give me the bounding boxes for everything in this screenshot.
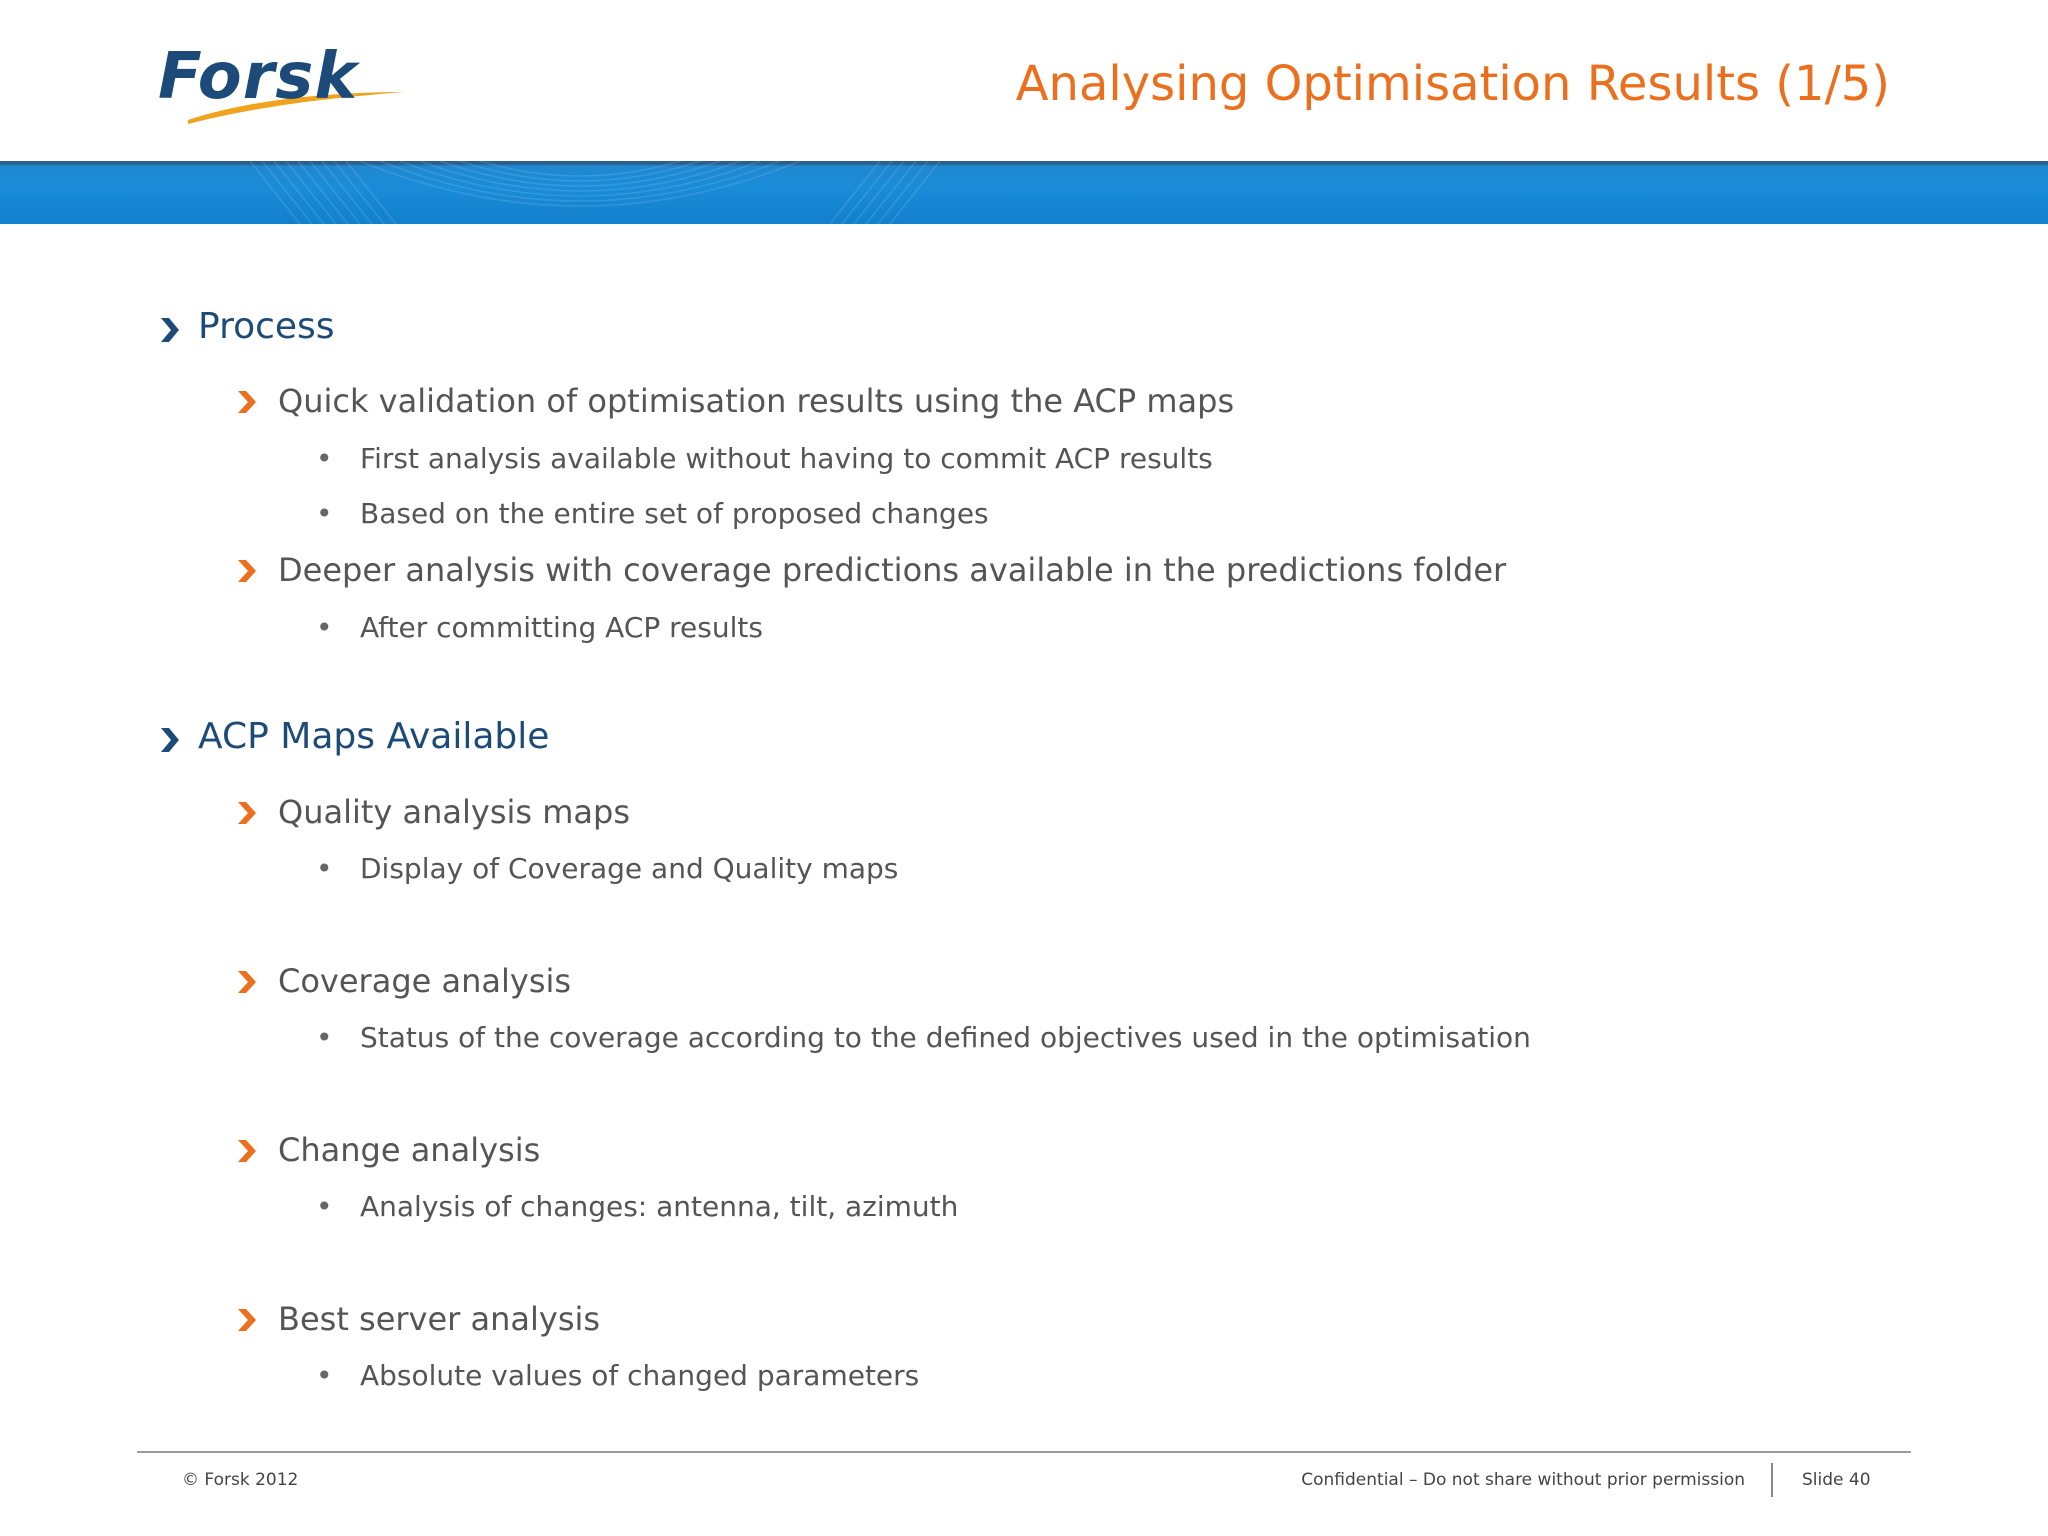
footer-divider [137, 1451, 1911, 1453]
chevron-right-icon [236, 1139, 258, 1163]
list-item-text: Coverage analysis [278, 962, 572, 1000]
sub-list-item-text: Absolute values of changed parameters [360, 1359, 920, 1392]
chevron-right-icon [158, 726, 182, 754]
bullet-icon: • [316, 442, 333, 475]
chevron-right-icon [158, 316, 182, 344]
sub-list-item-text: Analysis of changes: antenna, tilt, azimuth [360, 1190, 959, 1223]
footer-confidential: Confidential – Do not share without prior permission [1301, 1470, 1745, 1490]
chevron-right-icon [236, 970, 258, 994]
bullet-icon: • [316, 1190, 333, 1223]
logo-text: Forsk [158, 40, 358, 114]
banner-pattern [0, 161, 2048, 224]
sub-list-item-text: Status of the coverage according to the defined objectives used in the optimisation [360, 1021, 1531, 1054]
sub-list-item-text: Based on the entire set of proposed changes [360, 497, 989, 530]
section-heading-text: Process [198, 306, 335, 347]
section-heading-text: ACP Maps Available [198, 716, 550, 757]
forsk-logo [158, 40, 408, 130]
chevron-right-icon [236, 1308, 258, 1332]
slide-title: Analysing Optimisation Results (1/5) [1015, 56, 1890, 112]
list-item-text: Quick validation of optimisation results using the ACP maps [278, 382, 1235, 420]
chevron-right-icon [236, 390, 258, 414]
list-item-text: Deeper analysis with coverage predictions available in the predictions folder [278, 551, 1507, 589]
sub-list-item-text: Display of Coverage and Quality maps [360, 852, 899, 885]
bullet-icon: • [316, 611, 333, 644]
bullet-icon: • [316, 497, 333, 530]
list-item-text: Best server analysis [278, 1300, 601, 1338]
list-item-text: Change analysis [278, 1131, 541, 1169]
list-item-text: Quality analysis maps [278, 793, 631, 831]
footer-copyright: © Forsk 2012 [182, 1470, 299, 1490]
bullet-icon: • [316, 1021, 333, 1054]
bullet-icon: • [316, 1359, 333, 1392]
sub-list-item-text: First analysis available without having to commit ACP results [360, 442, 1213, 475]
chevron-right-icon [236, 559, 258, 583]
chevron-right-icon [236, 801, 258, 825]
bullet-icon: • [316, 852, 333, 885]
sub-list-item-text: After committing ACP results [360, 611, 763, 644]
header-banner [0, 161, 2048, 224]
footer-separator [1771, 1463, 1773, 1497]
footer-slide-number: Slide 40 [1802, 1470, 1871, 1490]
